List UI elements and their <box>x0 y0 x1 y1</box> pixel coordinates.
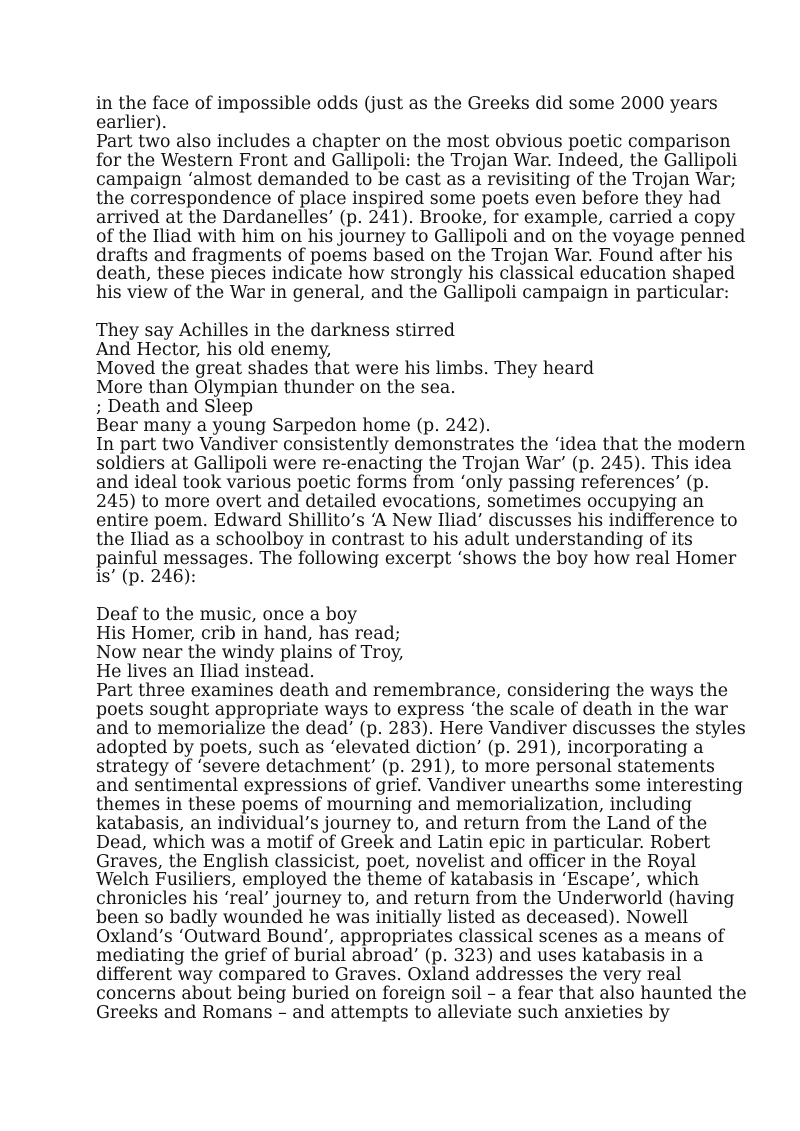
text-line: Dead, which was a motif of Greek and Latin epic in particular. Robert <box>96 832 711 853</box>
blank-line <box>96 587 716 606</box>
text-line: different way compared to Graves. Oxland addresses the very real <box>96 965 682 986</box>
text-line: and sentimental expressions of grief. Vandiver unearths some interesting <box>96 775 743 796</box>
text-line: of the Iliad with him on his journey to Gallipoli and on the voyage penned <box>96 226 746 247</box>
text-line: Part three examines death and remembrance, considering the ways the <box>96 681 728 702</box>
text-line: In part two Vandiver consistently demonstrates the ‘idea that the modern <box>96 434 746 455</box>
text-line: and ideal took various poetic forms from ‘only passing references’ (p. <box>96 472 710 493</box>
text-line: themes in these poems of mourning and memorialization, including <box>96 794 693 815</box>
poem-excerpt-shillito <box>96 606 716 682</box>
text-line: been so badly wounded he was initially listed as deceased). Nowell <box>96 908 689 929</box>
text-line: Oxland’s ‘Outward Bound’, appropriates classical scenes as a means of <box>96 927 725 948</box>
paragraph-death-remembrance <box>96 681 747 1023</box>
text-line: strategy of ‘severe detachment’ (p. 291), to more personal statements <box>96 756 715 777</box>
text-line: mediating the grief of burial abroad’ (p. 323) and uses katabasis in a <box>96 946 704 967</box>
text-line: earlier). <box>96 112 168 133</box>
poem-line: They say Achilles in the darkness stirred <box>96 321 456 342</box>
poem-line: Deaf to the music, once a boy <box>96 605 358 626</box>
poem-line: Now near the windy plains of Troy, <box>96 643 405 664</box>
text-line: Welch Fusiliers, employed the theme of katabasis in ‘Escape’, which <box>96 870 700 891</box>
poem-line: ; Death and Sleep <box>96 397 254 417</box>
blank-line <box>96 303 716 322</box>
text-line: katabasis, an individual’s journey to, and return from the Land of the <box>96 813 708 834</box>
text-line: for the Western Front and Gallipoli: the Trojan War. Indeed, the Gallipoli <box>96 150 738 171</box>
text-line: 245) to more overt and detailed evocations, sometimes occupying an <box>96 491 705 512</box>
text-line: arrived at the Dardanelles’ (p. 241). Brooke, for example, carried a copy <box>96 207 736 228</box>
text-line: Graves, the English classicist, poet, novelist and officer in the Royal <box>96 851 697 872</box>
paragraph-trojan-war-comparison <box>96 94 746 304</box>
poem-line: Moved the great shades that were his limbs. They heard <box>96 359 595 380</box>
text-line: entire poem. Edward Shillito’s ‘A New Iliad’ discusses his indifference to <box>96 510 738 531</box>
text-line: adopted by poets, such as ‘elevated diction’ (p. 291), incorporating a <box>96 737 704 758</box>
poem-line: Bear many a young Sarpedon home (p. 242). <box>96 415 491 436</box>
text-line: painful messages. The following excerpt ‘shows the boy how real Homer <box>96 548 737 569</box>
text-line: campaign ‘almost demanded to be cast as a revisiting of the Trojan War; <box>96 169 737 190</box>
poem-line: His Homer, crib in hand, has read; <box>96 624 401 645</box>
poem-line: More than Olympian thunder on the sea. <box>96 378 456 399</box>
document-page <box>96 94 747 1023</box>
text-line: death, these pieces indicate how strongly his classical education shaped <box>96 264 736 285</box>
text-line: in the face of impossible odds (just as the Greeks did some 2000 years <box>96 94 718 114</box>
text-line: Greeks and Romans – and attempts to alleviate such anxieties by <box>96 1003 670 1023</box>
text-line: poets sought appropriate ways to express ‘the scale of death in the war <box>96 700 728 720</box>
text-line: his view of the War in general, and the Gallipoli campaign in particular: <box>96 283 730 304</box>
text-line: the Iliad as a schoolboy in contrast to his adult understanding of its <box>96 529 693 550</box>
text-line: soldiers at Gallipoli were re-enacting the Trojan War’ (p. 245). This idea <box>96 453 732 474</box>
poem-excerpt-brooke <box>96 322 716 436</box>
poem-line: And Hector, his old enemy, <box>96 340 332 361</box>
text-line: is’ (p. 246): <box>96 567 197 588</box>
text-line: chronicles his ‘real’ journey to, and return from the Underworld (having <box>96 889 735 910</box>
poem-line: He lives an Iliad instead. <box>96 662 315 683</box>
text-line: the correspondence of place inspired some poets even before they had <box>96 188 721 209</box>
text-line: drafts and fragments of poems based on the Trojan War. Found after his <box>96 245 733 266</box>
text-line: Part two also includes a chapter on the most obvious poetic comparison <box>96 131 731 152</box>
text-line: and to memorialize the dead’ (p. 283). Here Vandiver discusses the styles <box>96 718 746 739</box>
text-line: concerns about being buried on foreign soil – a fear that also haunted the <box>96 984 747 1005</box>
paragraph-gallipoli-reenactment <box>96 434 746 588</box>
